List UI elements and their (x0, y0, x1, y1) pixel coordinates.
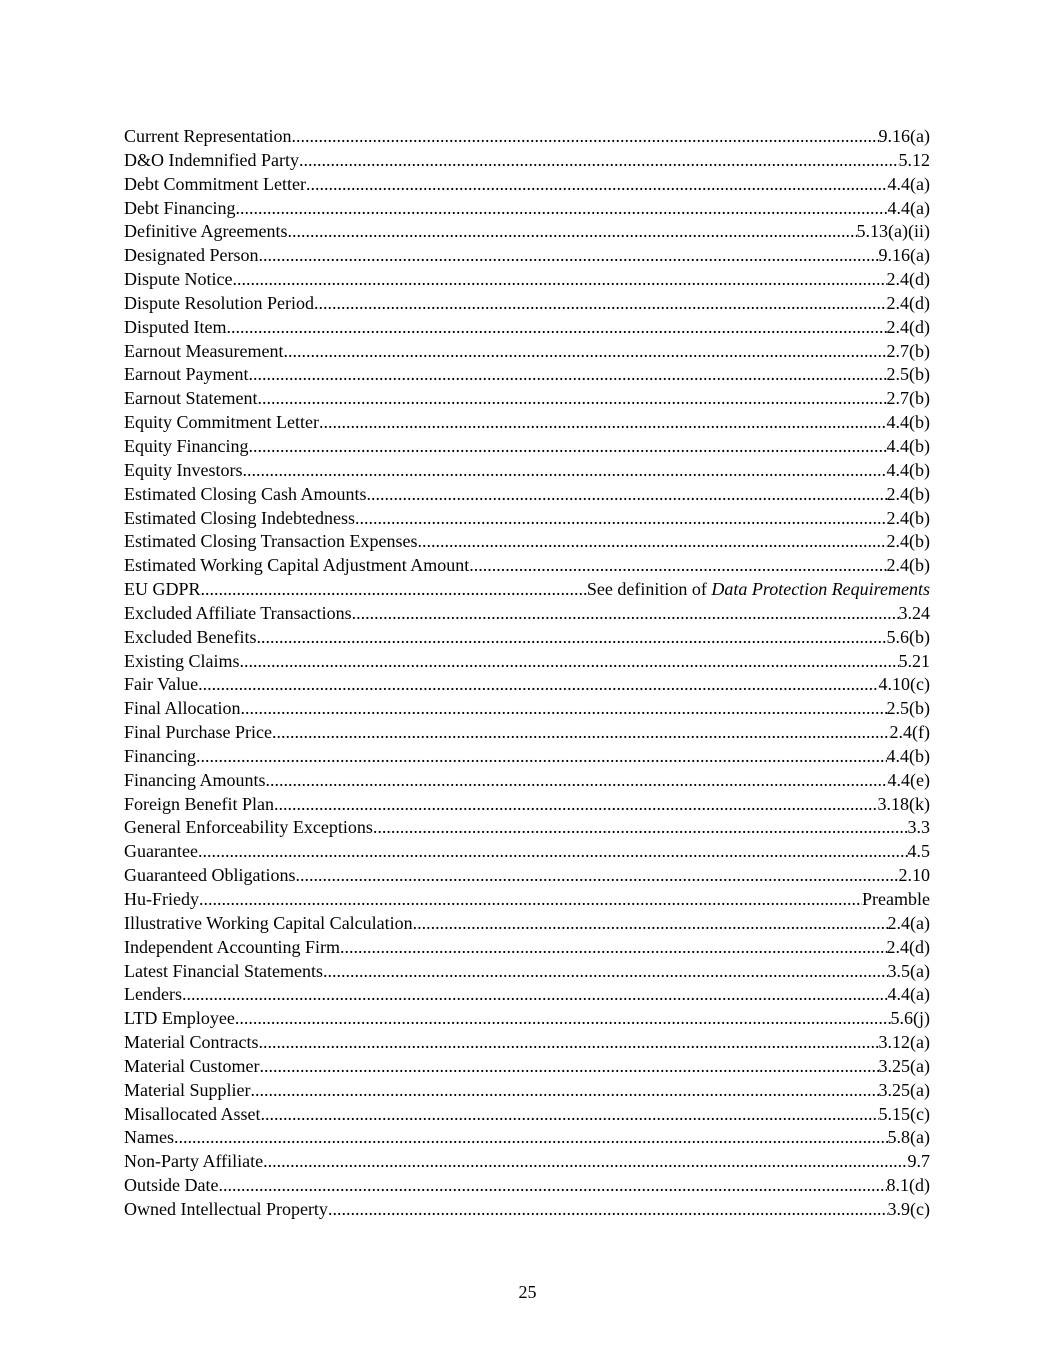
dot-leader (243, 459, 887, 483)
section-reference: 9.7 (907, 1151, 930, 1172)
index-term: Equity Financing (124, 435, 249, 456)
dot-leader (198, 673, 878, 697)
section-reference: 3.9(c) (887, 1198, 930, 1219)
dot-leader (306, 173, 888, 197)
section-reference: Preamble (862, 889, 930, 909)
index-entry (124, 864, 930, 888)
index-term: Latest Financial Statements (124, 960, 323, 981)
section-reference: 2.4(b) (886, 507, 930, 528)
index-entry (124, 340, 930, 364)
section-reference: 2.4(a) (887, 912, 930, 933)
dot-leader (256, 626, 886, 650)
index-term: Estimated Working Capital Adjustment Amount (124, 555, 470, 576)
dot-leader (469, 554, 886, 578)
index-term: Excluded Affiliate Transactions (124, 602, 352, 623)
index-term: Earnout Measurement (124, 340, 284, 361)
dot-leader (291, 125, 878, 149)
index-term: Names (124, 1127, 174, 1148)
section-reference: 2.4(b) (886, 483, 930, 504)
section-reference: 2.4(b) (886, 531, 930, 552)
section-reference: 2.4(d) (886, 292, 930, 313)
index-entry (124, 840, 930, 864)
index-entry (124, 1055, 930, 1079)
dot-leader (182, 983, 888, 1007)
defined-terms-index (124, 125, 930, 1222)
section-reference: 5.8(a) (887, 1127, 930, 1148)
index-term: Estimated Closing Indebtedness (124, 507, 355, 528)
index-term: Current Representation (124, 126, 292, 146)
dot-leader (373, 816, 908, 840)
cross-reference-term: Data Protection Requirements (711, 579, 930, 600)
index-entry (124, 1198, 930, 1222)
dot-leader (367, 483, 887, 507)
index-term: Final Allocation (124, 698, 241, 719)
dot-leader (249, 435, 887, 459)
index-term: Earnout Statement (124, 388, 258, 409)
section-reference: 2.4(f) (889, 722, 930, 743)
dot-leader (266, 769, 888, 793)
index-term: Foreign Benefit Plan (124, 793, 274, 814)
section-reference: 4.4(b) (886, 459, 930, 480)
index-entry (124, 387, 930, 411)
section-reference: 4.4(a) (887, 197, 930, 218)
index-entry (124, 745, 930, 769)
section-reference: 4.4(b) (886, 435, 930, 456)
dot-leader (257, 387, 886, 411)
dot-leader (235, 1007, 891, 1031)
index-term: Debt Financing (124, 197, 236, 218)
section-reference: 5.15(c) (878, 1103, 930, 1124)
index-entry (124, 1174, 930, 1198)
section-reference: 2.4(d) (886, 269, 930, 290)
index-entry (124, 936, 930, 960)
index-term: LTD Employee (124, 1008, 235, 1029)
index-entry (124, 769, 930, 793)
section-reference: 8.1(d) (886, 1175, 930, 1196)
index-term: Financing Amounts (124, 769, 266, 790)
section-reference: 3.5(a) (887, 960, 930, 981)
index-entry (124, 816, 930, 840)
index-term: D&O Indemnified Party (124, 149, 299, 170)
index-term: Debt Commitment Letter (124, 173, 306, 194)
dot-leader (274, 793, 878, 817)
index-term: Lenders (124, 984, 182, 1005)
section-reference: 4.5 (907, 841, 930, 862)
index-entry (124, 1103, 930, 1127)
section-reference: 5.6(j) (890, 1008, 930, 1029)
index-term: Final Purchase Price (124, 722, 272, 743)
index-entry (124, 483, 930, 507)
index-term: Estimated Closing Transaction Expenses (124, 531, 418, 552)
section-reference: 2.4(b) (886, 555, 930, 576)
dot-leader (260, 1103, 878, 1127)
index-entry (124, 721, 930, 745)
dot-leader (241, 697, 887, 721)
dot-leader (235, 197, 887, 221)
section-reference: 2.7(b) (886, 340, 930, 361)
index-entry (124, 244, 930, 268)
index-term: Definitive Agreements (124, 221, 288, 242)
index-term: Outside Date (124, 1175, 219, 1196)
index-entry (124, 173, 930, 197)
index-entry (124, 459, 930, 483)
dot-leader (218, 1174, 886, 1198)
section-reference: 4.4(b) (886, 412, 930, 433)
index-entry (124, 650, 930, 674)
index-entry (124, 1150, 930, 1174)
dot-leader (250, 1079, 878, 1103)
index-entry (124, 578, 930, 602)
section-reference: 9.16(a) (878, 126, 930, 146)
section-reference: 2.4(d) (886, 316, 930, 337)
index-entry (124, 363, 930, 387)
index-term: Misallocated Asset (124, 1103, 261, 1124)
dot-leader (352, 602, 899, 626)
dot-leader (259, 1055, 878, 1079)
dot-leader (248, 363, 886, 387)
section-reference: 4.4(b) (886, 745, 930, 766)
section-reference: 2.7(b) (886, 388, 930, 409)
index-term: Earnout Payment (124, 364, 249, 385)
dot-leader (272, 721, 890, 745)
index-term: Financing (124, 745, 196, 766)
index-entry (124, 507, 930, 531)
index-entry (124, 1126, 930, 1150)
section-reference: 4.4(e) (887, 769, 930, 790)
index-term: General Enforceability Exceptions (124, 817, 373, 838)
section-reference: 4.10(c) (878, 674, 930, 695)
index-entry (124, 960, 930, 984)
index-entry (124, 411, 930, 435)
index-entry (124, 1007, 930, 1031)
index-term: Estimated Closing Cash Amounts (124, 483, 367, 504)
section-reference: 5.21 (898, 650, 930, 671)
see-definition-prefix: See definition of (586, 579, 712, 600)
index-entry (124, 197, 930, 221)
index-term: Owned Intellectual Property (124, 1198, 328, 1219)
dot-leader (314, 292, 887, 316)
dot-leader (174, 1126, 888, 1150)
index-entry (124, 292, 930, 316)
index-term: Dispute Resolution Period (124, 292, 314, 313)
dot-leader (299, 149, 899, 173)
section-reference: 3.25(a) (878, 1079, 930, 1100)
index-entry (124, 888, 930, 912)
dot-leader (417, 530, 886, 554)
section-reference: 2.10 (898, 865, 930, 886)
section-reference: 9.16(a) (878, 245, 930, 266)
index-entry (124, 220, 930, 244)
index-entry (124, 316, 930, 340)
section-reference: 2.5(b) (886, 698, 930, 719)
index-term: Independent Accounting Firm (124, 936, 340, 957)
page-number: 25 (518, 1282, 537, 1302)
dot-leader (226, 316, 886, 340)
index-entry (124, 697, 930, 721)
index-term: Material Customer (124, 1055, 260, 1076)
index-entry (124, 602, 930, 626)
index-term: Guaranteed Obligations (124, 865, 296, 886)
dot-leader (196, 745, 887, 769)
dot-leader (240, 650, 899, 674)
index-entry (124, 793, 930, 817)
index-entry (124, 530, 930, 554)
section-reference: 4.4(a) (887, 173, 930, 194)
index-entry (124, 125, 930, 149)
index-entry (124, 268, 930, 292)
dot-leader (258, 244, 878, 268)
index-term: Material Supplier (124, 1079, 251, 1100)
index-entry (124, 912, 930, 936)
section-reference: 4.4(a) (887, 984, 930, 1005)
index-term: Hu-Friedy (124, 889, 199, 909)
index-entry (124, 673, 930, 697)
dot-leader (413, 912, 888, 936)
index-term: Fair Value (124, 674, 199, 695)
dot-leader (198, 840, 908, 864)
section-reference: 3.3 (907, 817, 930, 838)
index-term: EU GDPR (124, 579, 201, 600)
index-term: Non-Party Affiliate (124, 1151, 264, 1172)
dot-leader (283, 340, 886, 364)
index-entry (124, 435, 930, 459)
index-term: Equity Investors (124, 459, 243, 480)
index-term: Dispute Notice (124, 269, 233, 290)
dot-leader (323, 960, 888, 984)
section-reference (587, 578, 930, 602)
index-term: Material Contracts (124, 1032, 259, 1053)
section-reference: 3.18(k) (877, 793, 930, 814)
dot-leader (340, 936, 887, 960)
index-entry (124, 554, 930, 578)
section-reference: 3.25(a) (878, 1055, 930, 1076)
dot-leader (295, 864, 898, 888)
dot-leader (201, 578, 587, 602)
dot-leader (355, 507, 887, 531)
index-entry (124, 1079, 930, 1103)
index-term: Existing Claims (124, 650, 240, 671)
section-reference: 2.5(b) (886, 364, 930, 385)
section-reference: 3.24 (898, 602, 930, 623)
index-entry (124, 983, 930, 1007)
dot-leader (258, 1031, 878, 1055)
section-reference: 5.13(a)(ii) (856, 221, 930, 242)
dot-leader (263, 1150, 907, 1174)
dot-leader (232, 268, 886, 292)
dot-leader (199, 888, 862, 912)
dot-leader (319, 411, 887, 435)
section-reference: 5.12 (898, 149, 930, 170)
index-term: Designated Person (124, 245, 259, 266)
section-reference: 2.4(d) (886, 936, 930, 957)
index-term: Disputed Item (124, 316, 227, 337)
index-term: Equity Commitment Letter (124, 412, 319, 433)
section-reference: 5.6(b) (886, 626, 930, 647)
dot-leader (328, 1198, 888, 1222)
index-term: Illustrative Working Capital Calculation (124, 912, 413, 933)
index-term: Excluded Benefits (124, 626, 257, 647)
dot-leader (287, 220, 856, 244)
index-entry (124, 626, 930, 650)
index-entry (124, 1031, 930, 1055)
index-entry (124, 149, 930, 173)
index-term: Guarantee (124, 841, 198, 862)
section-reference: 3.12(a) (878, 1032, 930, 1053)
